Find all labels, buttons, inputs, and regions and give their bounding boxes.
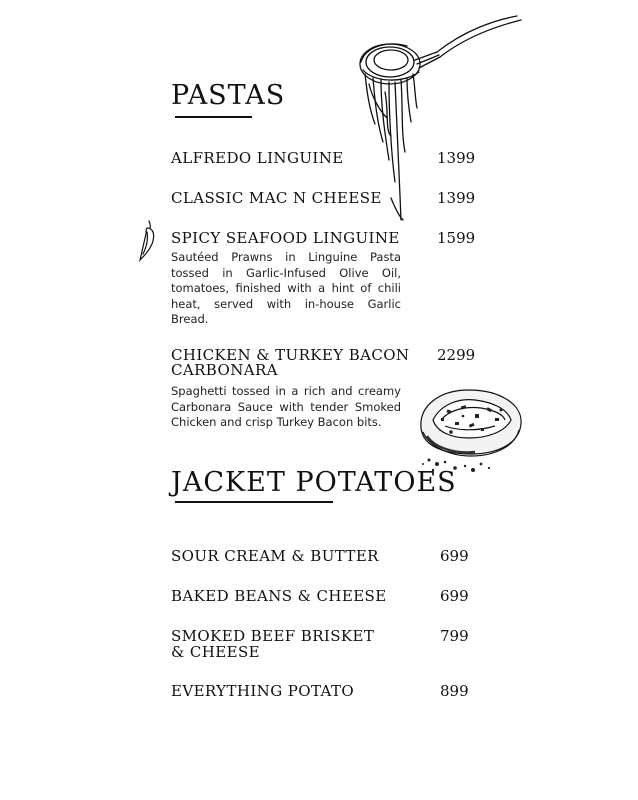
menu-item-name: CHICKEN & TURKEY BACON <box>171 346 410 364</box>
menu-item-name-continued: CARBONARA <box>171 361 278 379</box>
menu-item-price: 699 <box>440 587 469 605</box>
menu-item-name: SMOKED BEEF BRISKET <box>171 627 375 645</box>
pastas-title-underline <box>175 116 252 118</box>
chili-pepper-icon <box>138 218 160 262</box>
menu-item-name: SOUR CREAM & BUTTER <box>171 547 379 565</box>
menu-item-name: EVERYTHING POTATO <box>171 682 355 700</box>
menu-item-description: Spaghetti tossed in a rich and creamy Carbonara Sauce with tender Smoked Chicken and crisp Turkey Bacon bits. <box>171 384 401 429</box>
menu-item-price: 1399 <box>437 149 476 167</box>
menu-item-price: 1599 <box>437 229 476 247</box>
menu-item-price: 2299 <box>437 346 476 364</box>
menu-item-name: SPICY SEAFOOD LINGUINE <box>171 229 400 247</box>
jacket-potatoes-section-title: JACKET POTATOES <box>171 467 457 498</box>
menu-item-price: 799 <box>440 627 469 645</box>
menu-item-name: BAKED BEANS & CHEESE <box>171 587 387 605</box>
menu-item-name-continued: & CHEESE <box>171 643 261 661</box>
jacket-potato-icon <box>415 380 527 476</box>
jacket-potatoes-title-underline <box>175 501 333 503</box>
pastas-section-title: PASTAS <box>171 80 286 111</box>
menu-item-name: ALFREDO LINGUINE <box>171 149 344 167</box>
menu-item-price: 699 <box>440 547 469 565</box>
menu-item-description: Sautéed Prawns in Linguine Pasta tossed in Garlic-Infused Olive Oil, tomatoes, finished with a hint of chili heat, served with in-house Garlic Bread. <box>171 250 401 326</box>
menu-item-price: 1399 <box>437 189 476 207</box>
menu-item-name: CLASSIC MAC N CHEESE <box>171 189 382 207</box>
menu-item-price: 899 <box>440 682 469 700</box>
